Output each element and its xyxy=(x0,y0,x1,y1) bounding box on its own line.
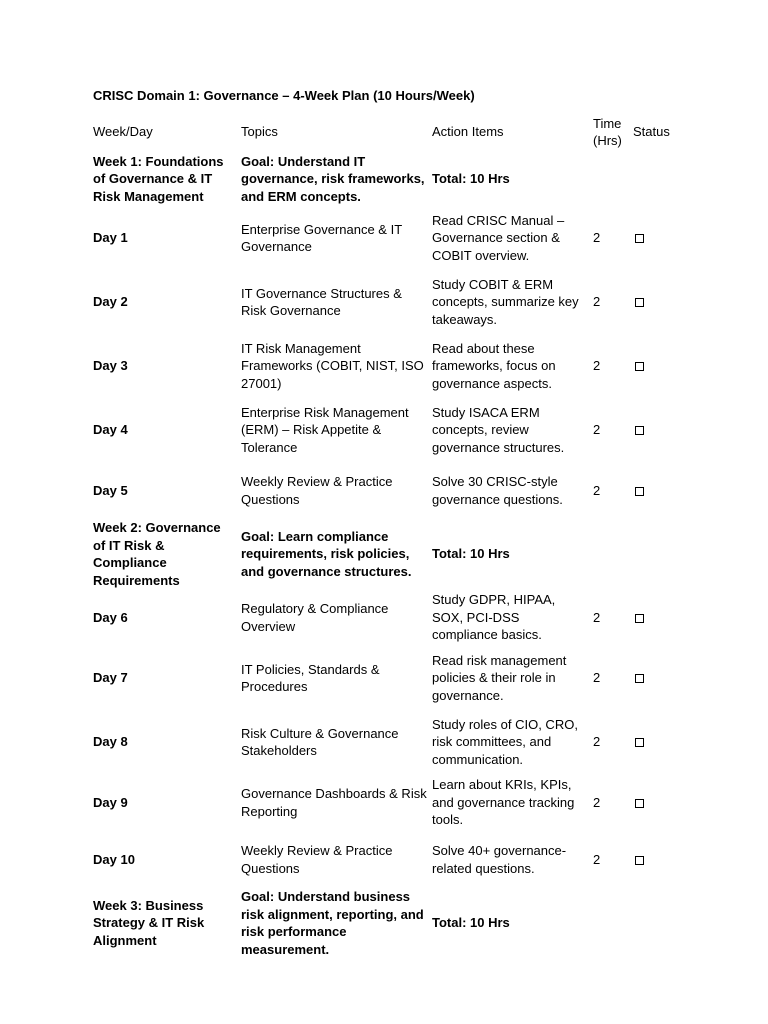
header-time xyxy=(590,112,630,152)
week-day-cell: Day 7 xyxy=(93,670,128,686)
topics-cell: Goal: Understand business risk alignment, reporting, and risk performance measurement. xyxy=(241,889,424,957)
status-checkbox[interactable] xyxy=(635,614,644,623)
time-cell xyxy=(590,152,630,206)
header-week-day: Week/Day xyxy=(93,124,153,140)
action-items-cell: Solve 30 CRISC-style governance questions. xyxy=(432,474,563,507)
action-items-cell: Read about these frameworks, focus on governance aspects. xyxy=(432,340,556,391)
time-cell: 2 xyxy=(593,794,601,810)
topics-cell: Risk Culture & Governance Stakeholders xyxy=(241,725,399,758)
header-topics: Topics xyxy=(241,124,278,140)
time-cell: 2 xyxy=(593,422,601,438)
status-cell xyxy=(630,462,678,519)
header-time-label: Time (Hrs) xyxy=(593,115,622,148)
table-row xyxy=(90,710,678,774)
topics-cell: Enterprise Governance & IT Governance xyxy=(241,221,402,254)
action-items-cell: Solve 40+ governance-related questions. xyxy=(432,843,567,876)
table-row xyxy=(90,462,678,519)
action-items-cell: Total: 10 Hrs xyxy=(432,915,510,931)
week-day-cell: Day 5 xyxy=(93,482,128,498)
table-row xyxy=(90,398,678,462)
topics-cell: IT Policies, Standards & Procedures xyxy=(241,661,380,694)
topics-cell: Governance Dashboards & Risk Reporting xyxy=(241,786,427,819)
table-row xyxy=(90,831,678,888)
time-cell: 2 xyxy=(593,851,601,867)
week-day-cell: Week 1: Foundations of Governance & IT Risk Management xyxy=(93,153,224,204)
week-day-cell: Day 10 xyxy=(93,851,135,867)
week-day-cell: Day 8 xyxy=(93,734,128,750)
week-row xyxy=(90,888,678,958)
topics-cell: Enterprise Risk Management (ERM) – Risk Appetite & Tolerance xyxy=(241,404,409,455)
time-cell: 2 xyxy=(593,482,601,498)
status-checkbox[interactable] xyxy=(635,426,644,435)
table-row xyxy=(90,774,678,831)
study-plan-table xyxy=(90,112,678,958)
status-cell xyxy=(630,831,678,888)
header-status: Status xyxy=(633,124,670,140)
action-items-cell: Study roles of CIO, CRO, risk committees, and communication. xyxy=(432,716,578,767)
table-row xyxy=(90,334,678,398)
status-cell xyxy=(630,206,678,270)
status-cell xyxy=(630,710,678,774)
status-cell xyxy=(630,152,678,206)
week-day-cell: Day 2 xyxy=(93,294,128,310)
status-cell xyxy=(630,888,678,958)
status-cell xyxy=(630,589,678,646)
time-cell: 2 xyxy=(593,670,601,686)
status-checkbox[interactable] xyxy=(635,298,644,307)
action-items-cell: Read risk management policies & their role in governance. xyxy=(432,652,567,703)
time-cell: 2 xyxy=(593,358,601,374)
action-items-cell: Study COBIT & ERM concepts, summarize key takeaways. xyxy=(432,276,579,327)
action-items-cell: Read CRISC Manual – Governance section & COBIT overview. xyxy=(432,212,565,263)
status-checkbox[interactable] xyxy=(635,234,644,243)
action-items-cell: Study GDPR, HIPAA, SOX, PCI-DSS compliance basics. xyxy=(432,592,556,643)
status-cell xyxy=(630,774,678,831)
study-plan-body xyxy=(90,112,678,958)
status-cell xyxy=(630,398,678,462)
action-items-cell: Study ISACA ERM concepts, review governance structures. xyxy=(432,404,565,455)
action-items-cell: Total: 10 Hrs xyxy=(432,546,510,562)
topics-cell: Weekly Review & Practice Questions xyxy=(241,843,393,876)
week-day-cell: Week 2: Governance of IT Risk & Compliance Requirements xyxy=(93,520,221,588)
time-cell xyxy=(590,519,630,589)
week-day-cell: Day 3 xyxy=(93,358,128,374)
week-day-cell: Day 1 xyxy=(93,230,128,246)
status-cell xyxy=(630,646,678,710)
table-row xyxy=(90,206,678,270)
table-row xyxy=(90,270,678,334)
status-checkbox[interactable] xyxy=(635,856,644,865)
status-cell xyxy=(630,519,678,589)
topics-cell: IT Governance Structures & Risk Governance xyxy=(241,285,402,318)
topics-cell: Goal: Learn compliance requirements, risk policies, and governance structures. xyxy=(241,528,412,579)
time-cell: 2 xyxy=(593,230,601,246)
week-day-cell: Day 9 xyxy=(93,794,128,810)
status-checkbox[interactable] xyxy=(635,799,644,808)
topics-cell: Regulatory & Compliance Overview xyxy=(241,601,389,634)
time-cell: 2 xyxy=(593,294,601,310)
action-items-cell: Learn about KRIs, KPIs, and governance tracking tools. xyxy=(432,777,575,828)
topics-cell: Weekly Review & Practice Questions xyxy=(241,474,393,507)
table-row xyxy=(90,589,678,646)
status-cell xyxy=(630,334,678,398)
table-row xyxy=(90,646,678,710)
table-header-row xyxy=(90,112,678,152)
week-day-cell: Day 6 xyxy=(93,609,128,625)
topics-cell: Goal: Understand IT governance, risk frameworks, and ERM concepts. xyxy=(241,153,425,204)
time-cell: 2 xyxy=(593,734,601,750)
topics-cell: IT Risk Management Frameworks (COBIT, NIST, ISO 27001) xyxy=(241,340,424,391)
status-checkbox[interactable] xyxy=(635,362,644,371)
time-cell xyxy=(590,888,630,958)
document-title: CRISC Domain 1: Governance – 4-Week Plan (10 Hours/Week) xyxy=(93,88,475,103)
status-checkbox[interactable] xyxy=(635,674,644,683)
week-day-cell: Week 3: Business Strategy & IT Risk Alignment xyxy=(93,897,205,948)
week-day-cell: Day 4 xyxy=(93,422,128,438)
status-checkbox[interactable] xyxy=(635,738,644,747)
header-action-items: Action Items xyxy=(432,124,504,140)
status-checkbox[interactable] xyxy=(635,487,644,496)
week-row xyxy=(90,519,678,589)
status-cell xyxy=(630,270,678,334)
action-items-cell: Total: 10 Hrs xyxy=(432,171,510,187)
time-cell: 2 xyxy=(593,609,601,625)
week-row xyxy=(90,152,678,206)
